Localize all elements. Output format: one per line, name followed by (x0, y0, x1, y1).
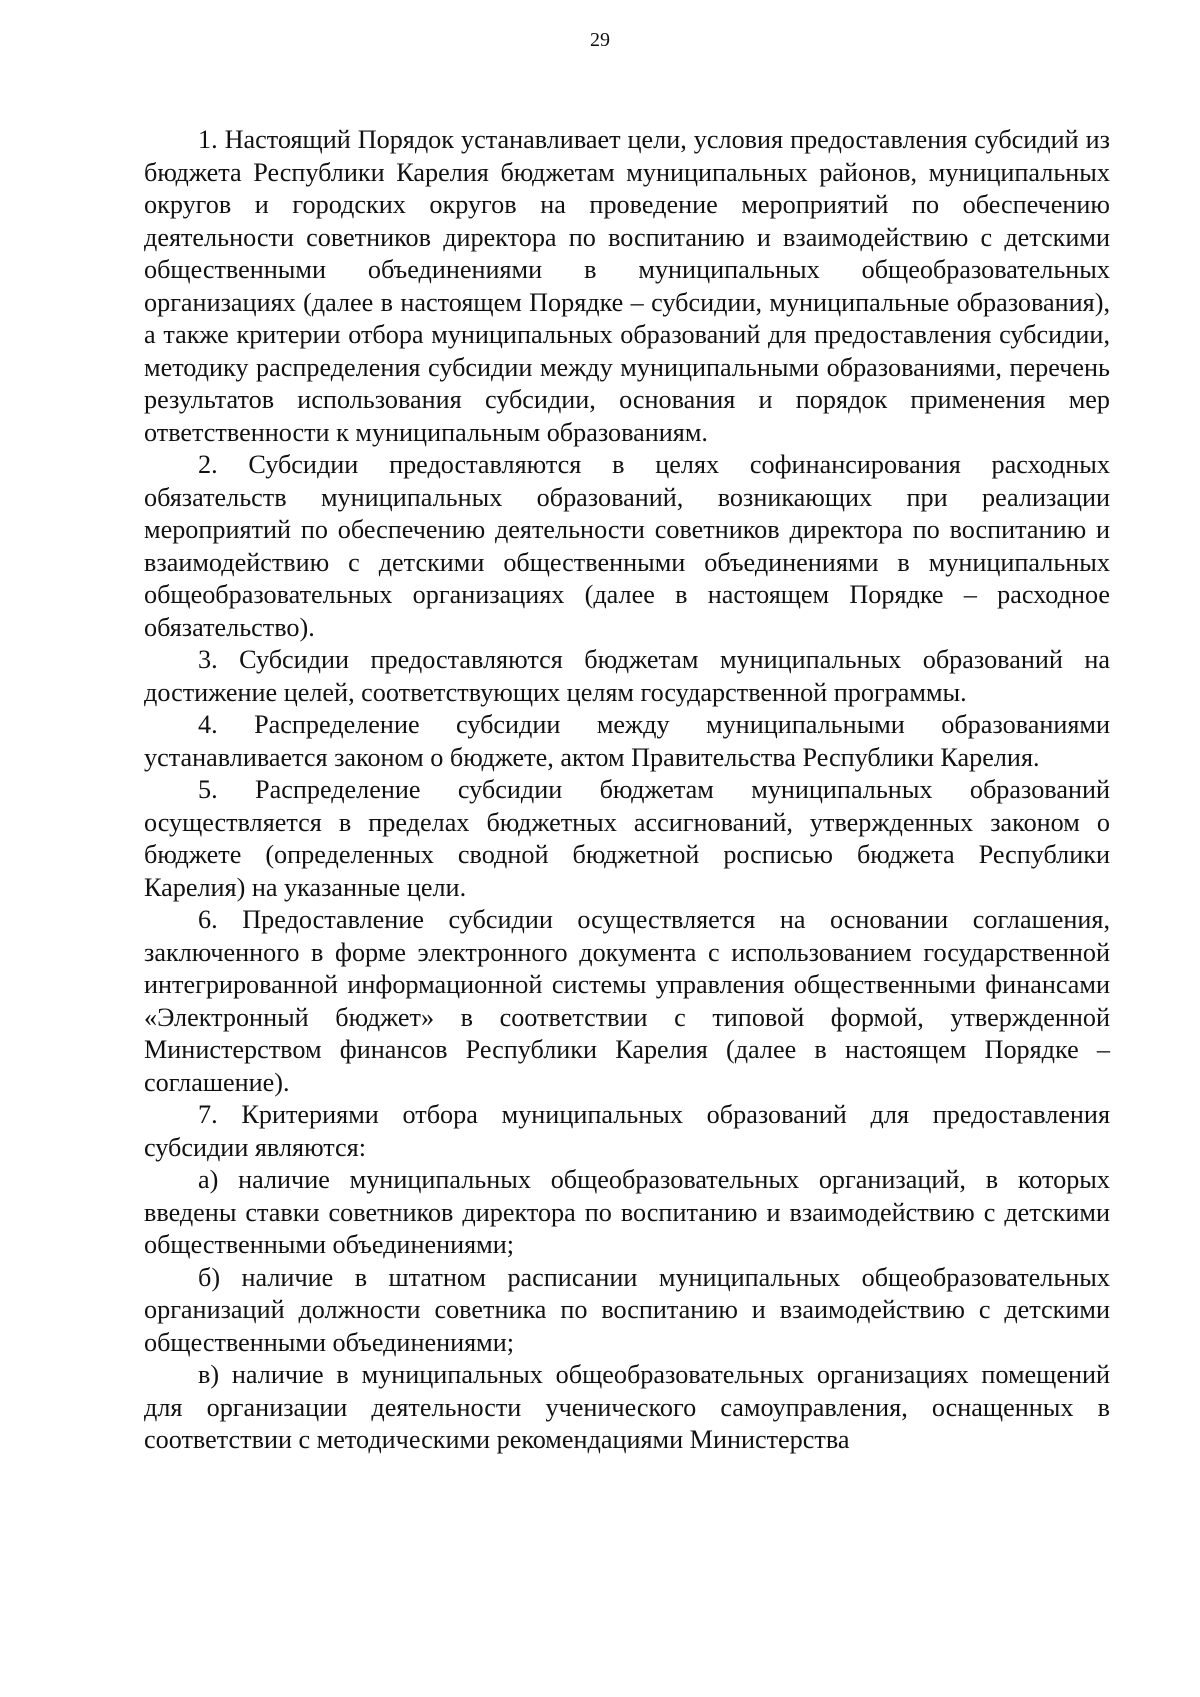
paragraph-7a: а) наличие муниципальных общеобразовательных организаций, в которых введены ставки советников директора по воспитанию и взаимодействию с детскими общественными объединениями; (144, 1165, 1110, 1259)
paragraph-4: 4. Распределение субсидии между муниципальными образованиями устанавливается законом о бюджете, актом Правительства Республики Карелия. (144, 710, 1110, 772)
document-body (144, 124, 1110, 1457)
paragraph-7c: в) наличие в муниципальных общеобразовательных организациях помещений для организации деятельности ученического самоуправления, оснащенных в соответствии с методическими рекомендациями Министерства (144, 1360, 1110, 1454)
paragraph-7: 7. Критериями отбора муниципальных образований для предоставления субсидии являются: (144, 1100, 1110, 1162)
paragraph-7b: б) наличие в штатном расписании муниципальных общеобразовательных организаций должности советника по воспитанию и взаимодействию с детскими общественными объединениями; (144, 1262, 1110, 1357)
paragraph-2: 2. Субсидии предоставляются в целях софинансирования расходных обязательств муниципальных образований, возникающих при реализации мероприятий по обеспечению деятельности советников директора по воспитанию и взаимодействию с детскими общественными объединениями в муниципальных общеобразовательных организациях (далее в настоящем Порядке – расходное обязательство). (144, 450, 1110, 642)
paragraph-6: 6. Предоставление субсидии осуществляется на основании соглашения, заключенного в форме электронного документа с использованием государственной интегрированной информационной системы управления общественными финансами «Электронный бюджет» в соответствии с типовой формой, утвержденной Министерством финансов Республики Карелия (далее в настоящем Порядке – соглашение). (144, 905, 1110, 1097)
page-number: 29 (590, 29, 610, 51)
paragraph-1: 1. Настоящий Порядок устанавливает цели, условия предоставления субсидий из бюджета Республики Карелия бюджетам муниципальных районов, муниципальных округов и городских округов на проведение мероприятий по обеспечению деятельности советников директора по воспитанию и взаимодействию с детскими общественными объединениями в муниципальных общеобразовательных организациях (далее в настоящем Порядке – субсидии, муниципальные образования), а также критерии отбора муниципальных образований для предоставления субсидии, методику распределения субсидии между муниципальными образованиями, перечень результатов использования субсидии, основания и порядок применения мер ответственности к муниципальным образованиям. (144, 125, 1110, 447)
paragraph-5: 5. Распределение субсидии бюджетам муниципальных образований осуществляется в пределах бюджетных ассигнований, утвержденных законом о бюджете (определенных сводной бюджетной росписью бюджета Республики Карелия) на указанные цели. (144, 775, 1110, 902)
paragraph-3: 3. Субсидии предоставляются бюджетам муниципальных образований на достижение целей, соответствующих целям государственной программы. (144, 645, 1110, 707)
